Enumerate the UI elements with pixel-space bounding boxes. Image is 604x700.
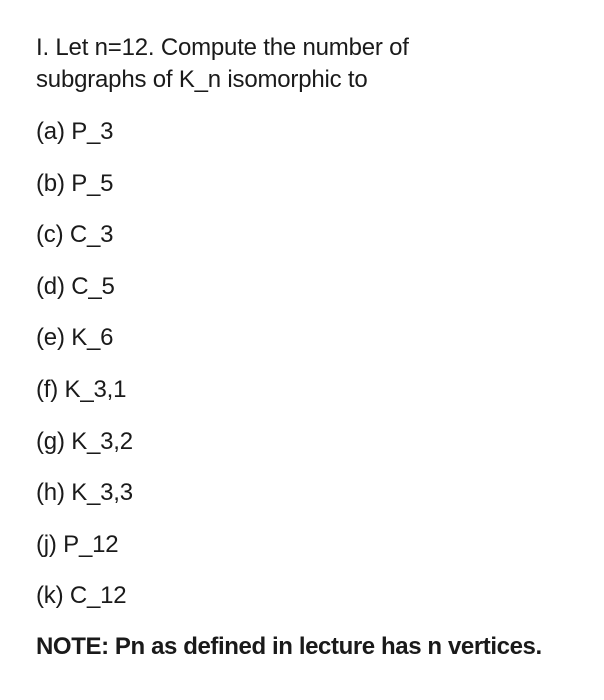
list-item-e: (e) K_6 xyxy=(36,324,114,352)
note-text: NOTE: Pn as defined in lecture has n vertices. xyxy=(36,633,542,661)
item-list xyxy=(36,116,588,612)
list-item-c: (c) C_3 xyxy=(36,221,114,249)
list-item-g: (g) K_3,2 xyxy=(36,427,133,455)
list-item-b: (b) P_5 xyxy=(36,169,114,197)
list-item-j: (j) P_12 xyxy=(36,530,119,558)
list-item-k: (k) C_12 xyxy=(36,582,127,610)
list-item-a: (a) P_3 xyxy=(36,118,114,145)
list-item-h: (h) K_3,3 xyxy=(36,479,133,507)
question-prompt xyxy=(36,32,588,96)
question-line-2: subgraphs of K_n isomorphic to xyxy=(36,66,368,93)
list-item-d: (d) C_5 xyxy=(36,272,115,300)
question-line-1: I. Let n=12. Compute the number of xyxy=(36,34,409,61)
document xyxy=(36,32,588,663)
list-item-f: (f) K_3,1 xyxy=(36,375,127,403)
